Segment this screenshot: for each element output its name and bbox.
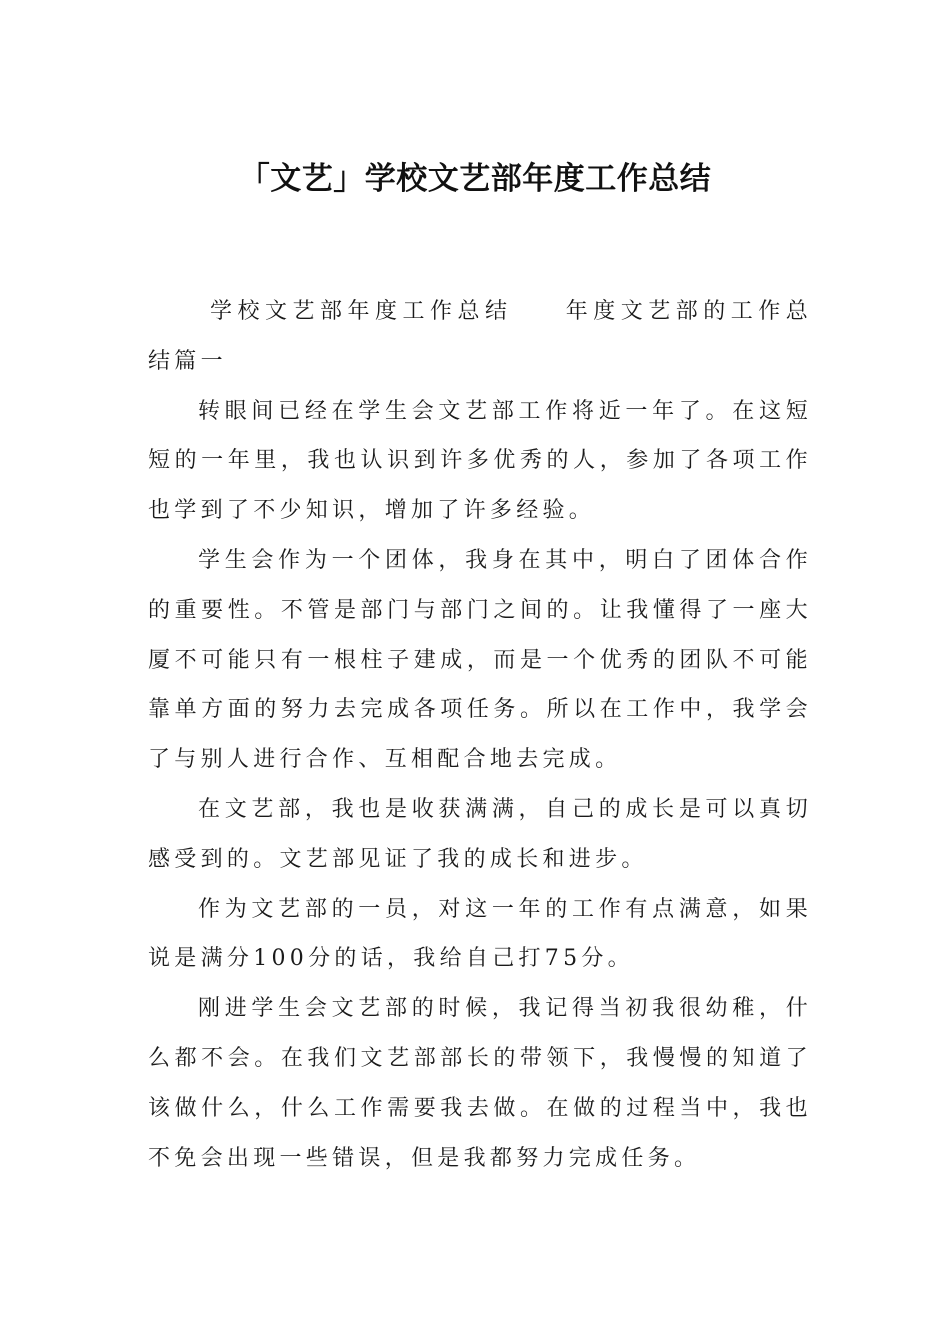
document-title: 「文艺」学校文艺部年度工作总结 [238, 161, 712, 197]
body-paragraph-3: 在文艺部，我也是收获满满，自己的成长是可以真切感受到的。文艺部见证了我的成长和进步。 [148, 796, 812, 872]
intro-paragraph [148, 287, 812, 387]
body-paragraph-5: 刚进学生会文艺部的时候，我记得当初我很幼稚，什么都不会。在我们文艺部部长的带领下，我慢慢的知道了该做什么，什么工作需要我去做。在做的过程当中，我也不免会出现一些错误，但是我都努力完成任务。 [148, 996, 812, 1171]
body-paragraph-4: 作为文艺部的一员，对这一年的工作有点满意，如果说是满分100分的话，我给自己打75分。 [148, 896, 812, 972]
body-paragraph-1: 转眼间已经在学生会文艺部工作将近一年了。在这短短的一年里，我也认识到许多优秀的人，参加了各项工作也学到了不少知识，增加了许多经验。 [148, 398, 812, 524]
intro-part-2: 年度文艺部的工作总结篇一 [148, 299, 812, 374]
document-body [148, 287, 812, 1183]
intro-part-1: 学校文艺部年度工作总结 [210, 299, 513, 324]
body-paragraph-2: 学生会作为一个团体，我身在其中，明白了团体合作的重要性。不管是部门与部门之间的。让我懂得了一座大厦不可能只有一根柱子建成，而是一个优秀的团队不可能靠单方面的努力去完成各项任务。所以在工作中，我学会了与别人进行合作、互相配合地去完成。 [148, 547, 812, 773]
